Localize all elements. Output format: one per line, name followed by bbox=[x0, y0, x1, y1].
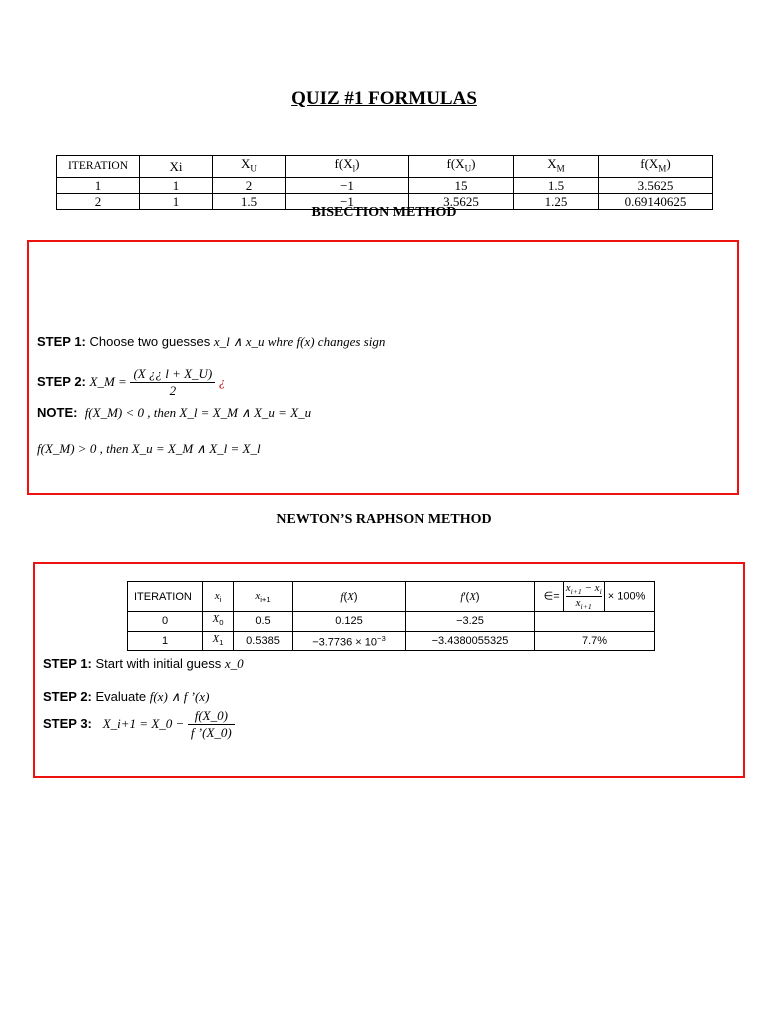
col-error: ∈= $\frac{x_{i+1} - x_i}{x_{i+1}}$ × 100% bbox=[535, 582, 655, 612]
col-f-xl: $f(X_l)$ bbox=[286, 156, 409, 178]
cell bbox=[535, 612, 655, 631]
cell: 2 bbox=[213, 177, 286, 193]
step-formula-lhs: X_M = bbox=[89, 373, 127, 389]
table-header-row bbox=[57, 156, 713, 178]
formula-error-glyph: ¿ bbox=[218, 373, 226, 389]
newton-step-1 bbox=[43, 656, 244, 672]
cell: −1 bbox=[286, 193, 409, 209]
cell: 7.7% bbox=[535, 631, 655, 650]
col-xi: $x_i$ bbox=[203, 582, 234, 612]
step-formula: x_l ∧ x_u whre f(x) changes sign bbox=[213, 334, 386, 349]
col-fprime: f′(X) bbox=[406, 582, 535, 612]
newton-step-2 bbox=[43, 689, 209, 705]
table-row bbox=[128, 612, 655, 631]
col-xi1: $x_{i+1}$ bbox=[234, 582, 293, 612]
cell: 3.5625 bbox=[599, 177, 713, 193]
cell: 3.5625 bbox=[409, 193, 514, 209]
bisection-step-1 bbox=[37, 334, 385, 350]
bisection-table bbox=[56, 155, 713, 210]
table-row bbox=[128, 631, 655, 650]
cell: $X_1$ bbox=[203, 631, 234, 650]
step-label: STEP 2: bbox=[43, 689, 92, 704]
col-xu: $X_U$ bbox=[213, 156, 286, 178]
note-formula: f(X_M) < 0 , then X_l = X_M ∧ X_u = X_u bbox=[84, 405, 312, 420]
cell: 0.5385 bbox=[234, 631, 293, 650]
newton-heading: NEWTON’S RAPHSON METHOD bbox=[276, 512, 492, 527]
fraction-denominator: 2 bbox=[169, 383, 177, 398]
table-row bbox=[57, 177, 713, 193]
col-f-xu: $f(X_U)$ bbox=[409, 156, 514, 178]
cell: 1.5 bbox=[514, 177, 599, 193]
cell: 1.25 bbox=[514, 193, 599, 209]
step-text: Choose two guesses bbox=[89, 334, 211, 349]
newton-step-3 bbox=[43, 708, 235, 741]
fraction-numerator: f(X_0) bbox=[188, 708, 235, 725]
col-iteration: ITERATION bbox=[128, 582, 203, 612]
condition-formula: f(X_M) > 0 , then X_u = X_M ∧ X_l = X_l bbox=[37, 441, 261, 456]
bisection-condition bbox=[37, 441, 261, 457]
cell: 0.5 bbox=[234, 612, 293, 631]
col-iteration: ITERATION bbox=[57, 156, 140, 178]
cell: 1 bbox=[57, 177, 140, 193]
step-formula: x_0 bbox=[224, 656, 244, 671]
cell: −1 bbox=[286, 177, 409, 193]
step-formula-lhs: X_i+1 = X_0 − bbox=[102, 715, 185, 731]
col-fx: f(X) bbox=[293, 582, 406, 612]
bisection-heading: BISECTION METHOD bbox=[311, 205, 457, 220]
step-formula: f(x) ∧ f ’(x) bbox=[149, 689, 210, 704]
newton-fraction bbox=[188, 708, 235, 741]
col-xm: $X_M$ bbox=[514, 156, 599, 178]
step-label: STEP 1: bbox=[37, 334, 86, 349]
cell: 15 bbox=[409, 177, 514, 193]
step-label: STEP 3: bbox=[43, 715, 92, 731]
step-label: STEP 2: bbox=[37, 373, 86, 389]
cell: 0.125 bbox=[293, 612, 406, 631]
cell: −3.25 bbox=[406, 612, 535, 631]
step-text: Start with initial guess bbox=[95, 656, 222, 671]
cell: $X_0$ bbox=[203, 612, 234, 631]
cell: $-3.7736 \times 10^{-3}$ bbox=[293, 631, 406, 650]
note-label: NOTE: bbox=[37, 405, 78, 420]
cell: 1 bbox=[128, 631, 203, 650]
bisection-note bbox=[37, 405, 311, 421]
newton-table bbox=[127, 581, 655, 651]
cell: 1 bbox=[140, 193, 213, 209]
col-f-xm: $f(X_M)$ bbox=[599, 156, 713, 178]
table-header-row bbox=[128, 582, 655, 612]
fraction-numerator: (X ¿¿ l + X_U) bbox=[130, 366, 215, 383]
fraction-denominator: f ’(X_0) bbox=[190, 725, 232, 740]
page-title: QUIZ #1 FORMULAS bbox=[291, 88, 477, 109]
cell: 0.69140625 bbox=[599, 193, 713, 209]
col-xi: Xi bbox=[140, 156, 213, 178]
step-text: Evaluate bbox=[95, 689, 147, 704]
midpoint-fraction bbox=[130, 366, 215, 399]
bisection-step-2 bbox=[37, 366, 225, 399]
cell: 1.5 bbox=[213, 193, 286, 209]
step-label: STEP 1: bbox=[43, 656, 92, 671]
cell: 0 bbox=[128, 612, 203, 631]
cell: 1 bbox=[140, 177, 213, 193]
cell: −3.4380055325 bbox=[406, 631, 535, 650]
cell: 2 bbox=[57, 193, 140, 209]
